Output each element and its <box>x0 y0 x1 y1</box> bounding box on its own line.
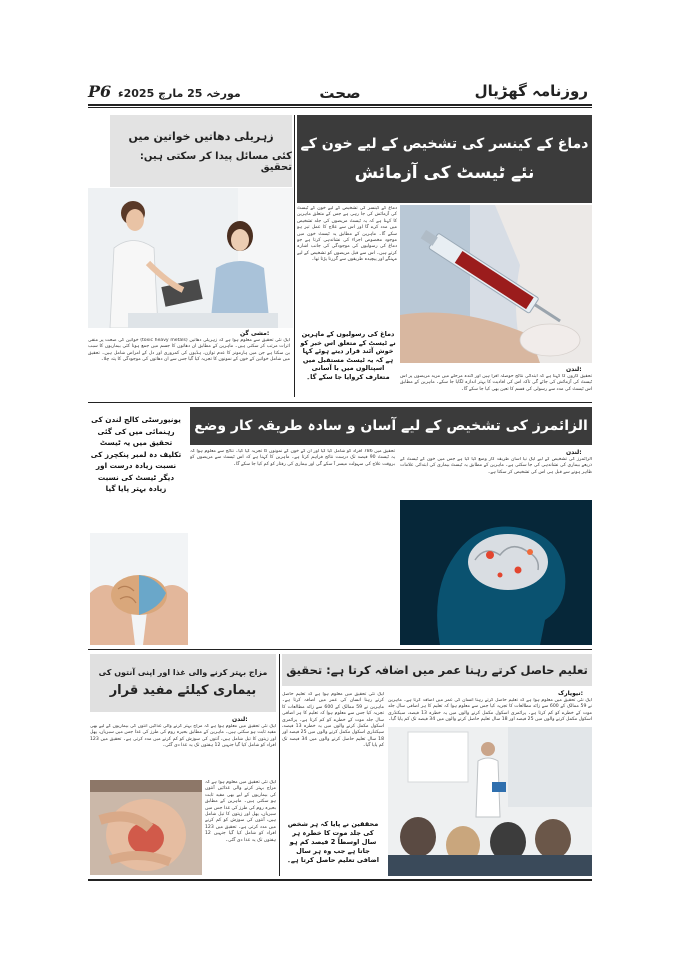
masthead-rule <box>88 104 592 106</box>
brain-scan-illustration <box>400 500 592 645</box>
heavy-metals-headline-line2: کئی مسائل پیدا کر سکتی ہیں: تحقیق <box>139 150 292 173</box>
brain-cancer-dateline: لندن: <box>566 366 582 373</box>
section-divider-2 <box>88 649 592 650</box>
section-divider-1 <box>88 402 592 403</box>
masthead-rule-thin <box>88 107 592 108</box>
diet-dateline: لندن: <box>232 716 248 723</box>
doctor-patient-photo <box>88 188 293 328</box>
alzheimers-headline <box>190 407 592 445</box>
section-title: صحت <box>319 84 361 102</box>
education-body: ایک نئی تحقیق میں معلوم ہوا ہے کہ تعلیم حاصل کرتے رہنا انسان کی عمر میں اضافہ کرتا ہے۔ ماہرین نے 59 ممالک کے 600 سے زائد مطالعات کا تجزیہ کیا جس سے معلوم ہوا کہ تعلیم کا ہر اضافی سال جلد موت کے خطرے کو کم کرتا ہے۔ پرائمری اسکول مکمل کرنے والوں میں یہ خطرہ 13 فیصد، سیکنڈری اسکول مکمل کرنے والوں میں 25 فیصد اور 18 سال تعلیم حاصل کرنے والوں میں 34 فیصد تک کم پایا گیا۔ <box>282 692 384 749</box>
issue-date: مورخہ 25 مارچ 2025ء <box>118 87 241 100</box>
brain-cancer-headline-line1: دماغ کے کینسر کی تشخیص کے لیے خون کے <box>300 135 589 152</box>
brain-cancer-callout: دماغ کی رسولیوں کے ماہرین نے ٹیسٹ کے متعلق اس خبر کو خوش آئند قرار دیتے ہوئے کہا ہے کہ یہ ٹیسٹ مستقبل میں اسپتالوں میں با آسانی متعارف کروایا جا سکے گا۔ <box>300 330 396 381</box>
alzheimers-body-a: الزائمرز کی تشخیص کے لیے ایک نیا آسان طریقہ کار وضع کیا گیا ہے جس میں خون کے ٹیسٹ کے ذریعے بیماری کی نشاندہی کی جا سکتی ہے۔ ماہرین کے مطابق یہ ٹیسٹ بیماری کی ابتدائی علامات ظاہر ہونے سے قبل ہی اس کی تشخیص کر سکتا ہے۔ <box>400 457 592 475</box>
brain-cancer-body-b: تحقیق کاروں کا کہنا ہے کہ ابتدائی نتائج حوصلہ افزا ہیں اور آئندہ مرحلے میں مزید مریضوں پر اس ٹیسٹ کی آزمائش کی جائے گی تاکہ اس کی افادیت کا بہتر اندازہ لگایا جا سکے۔ ماہرین کے مطابق اس ٹیسٹ کی مدد سے رسولی کی قسم کا تعین بھی کیا جا سکے گا۔ <box>400 374 592 392</box>
diet-headline-line1: مزاج بہتر کرنے والی غذا اور اپنی آنتوں کی <box>98 668 268 677</box>
diet-headline <box>90 654 276 712</box>
diet-body-continued: ایک نئی تحقیق میں معلوم ہوا ہے کہ مزاج بہتر کرنے والی غذائیں آنتوں کی بیماریوں کے لیے بھی مفید ثابت ہو سکتی ہیں۔ ماہرین کے مطابق بحیرہ روم کی طرز کی غذا جس میں سبزیاں، پھل اور زیتون کا تیل شامل ہیں، آنتوں کی سوزش کو کم کرنے میں مدد کرتی ہے۔ تحقیق میں 123 افراد کو شامل کیا گیا جنہیں 12 ہفتوں تک یہ غذا دی گئی۔ <box>205 780 276 843</box>
blood-test-syringe-photo <box>400 205 592 363</box>
education-headline-text: تعلیم حاصل کرتے رہنا عمر میں اضافہ کرتا ہے: تحقیق <box>286 663 588 677</box>
brain-cancer-headline-line2: نئے ٹیسٹ کی آزمائش <box>354 162 535 183</box>
heavy-metals-dateline: مشی گن: <box>240 330 270 337</box>
footer-rule <box>88 879 592 881</box>
column-rule-bottom <box>279 654 280 876</box>
brain-cancer-headline <box>297 115 592 203</box>
page-number: P6 <box>88 82 112 101</box>
heavy-metals-body: ایک نئی تحقیق سے معلوم ہوا ہے کہ زہریلی دھاتیں (toxic heavy metals) خواتین کی صحت پر منفی اثرات مرتب کر سکتی ہیں۔ ماہرین کے مطابق ان دھاتوں کا جسم میں جمع ہونا کئی بیماریوں کا سبب بن سکتا ہے جن میں ہارمونز کا عدم توازن، ہڈیوں کی کمزوری اور دل کے امراض شامل ہیں۔ تحقیق میں شامل خواتین کے خون کے نمونوں کا تجزیہ کیا گیا جس سے ان دھاتوں کی موجودگی کا پتہ چلا۔ <box>88 338 290 363</box>
diet-body: ایک نئی تحقیق میں معلوم ہوا ہے کہ مزاج بہتر کرنے والی غذائیں آنتوں کی بیماریوں کے لیے بھی مفید ثابت ہو سکتی ہیں۔ ماہرین کے مطابق بحیرہ روم کی طرز کی غذا جس میں سبزیاں، پھل اور زیتون کا تیل شامل ہیں، آنتوں کی سوزش کو کم کرنے میں مدد کرتی ہے۔ تحقیق میں 123 افراد کو شامل کیا گیا جنہیں 12 ہفتوں تک یہ غذا دی گئی۔ <box>90 724 276 749</box>
classroom-lecture-photo <box>388 727 592 876</box>
stomach-pain-photo <box>90 780 202 875</box>
heavy-metals-headline-line1: زہریلی دھاتیں خواتین میں <box>128 129 274 143</box>
education-body-top: ایک نئی تحقیق میں معلوم ہوا ہے کہ تعلیم حاصل کرتے رہنا انسان کی عمر میں اضافہ کرتا ہے۔ ماہرین نے 59 ممالک کے 600 سے زائد مطالعات کا تجزیہ کیا جس سے معلوم ہوا کہ تعلیم کا ہر اضافی سال جلد موت کے خطرے کو کم کرتا ہے۔ پرائمری اسکول مکمل کرنے والوں میں یہ خطرہ 13 فیصد، سیکنڈری اسکول مکمل کرنے والوں میں 25 فیصد اور 18 سال تعلیم حاصل کرنے والوں میں 34 فیصد تک کم پایا گیا۔ <box>388 698 592 723</box>
alzheimers-callout: یونیورسٹی کالج لندن کی رہنمائی میں کی گئی تحقیق میں یہ ٹیسٹ تکلیف دہ لمبر پنکچرز کی نسبت زیادہ درست اور دیگر ٹیسٹ کی نسبت زیادہ بہتر پایا گیا <box>90 415 182 493</box>
hands-holding-brain-photo <box>90 533 188 645</box>
education-callout: محققین نے پایا کہ ہر شخص کی جلد موت کا خطرہ ہر سال اوسطاً 2 فیصد کم ہو جاتا ہے جب وہ ہر سال اضافی تعلیم حاصل کرتا ہے۔ <box>287 820 379 864</box>
heavy-metals-headline <box>110 115 292 187</box>
alzheimers-headline-text: الزائمرز کی تشخیص کے لیے آسان و سادہ طریقہ کار وضع <box>194 418 588 434</box>
education-dateline: نیویارک: <box>558 690 583 697</box>
column-rule <box>294 115 295 397</box>
alzheimers-body-b: تحقیق میں 786 افراد کو شامل کیا گیا اور ان کے خون کے نمونوں کا تجزیہ کیا گیا۔ نتائج سے معلوم ہوا کہ یہ ٹیسٹ 90 فیصد تک درست نتائج فراہم کرتا ہے۔ ماہرین کا کہنا ہے کہ اس ٹیسٹ سے مریضوں کو بروقت علاج کی سہولت میسر آ سکے گی اور بیماری کی رفتار کو کم کیا جا سکے گا۔ <box>190 449 395 467</box>
brain-cancer-body-a: دماغ کے کینسر کی تشخیص کے لیے خون کے ٹیسٹ کی آزمائش کی جا رہی ہے جس کے متعلق ماہرین کا کہنا ہے کہ یہ ٹیسٹ مریضوں کی جلد تشخیص میں مدد کرے گا اور اس سے علاج کا عمل تیز ہو سکے گا۔ ماہرین کے مطابق یہ ٹیسٹ خون میں موجود مخصوص اجزاء کی نشاندہی کرتا ہے جو دماغ کی رسولیوں کی موجودگی کی جانب اشارہ کرتے ہیں۔ اس سے قبل مریضوں کو تشخیص کے لیے مہنگے اور پیچیدہ طریقوں سے گزرنا پڑتا تھا۔ <box>297 206 397 263</box>
newspaper-name: روزنامہ گھڑیال <box>474 82 588 100</box>
alzheimers-dateline: لندن: <box>566 449 582 456</box>
diet-headline-line2: بیماری کیلئے مفید قرار <box>109 683 257 698</box>
education-headline <box>282 654 592 686</box>
